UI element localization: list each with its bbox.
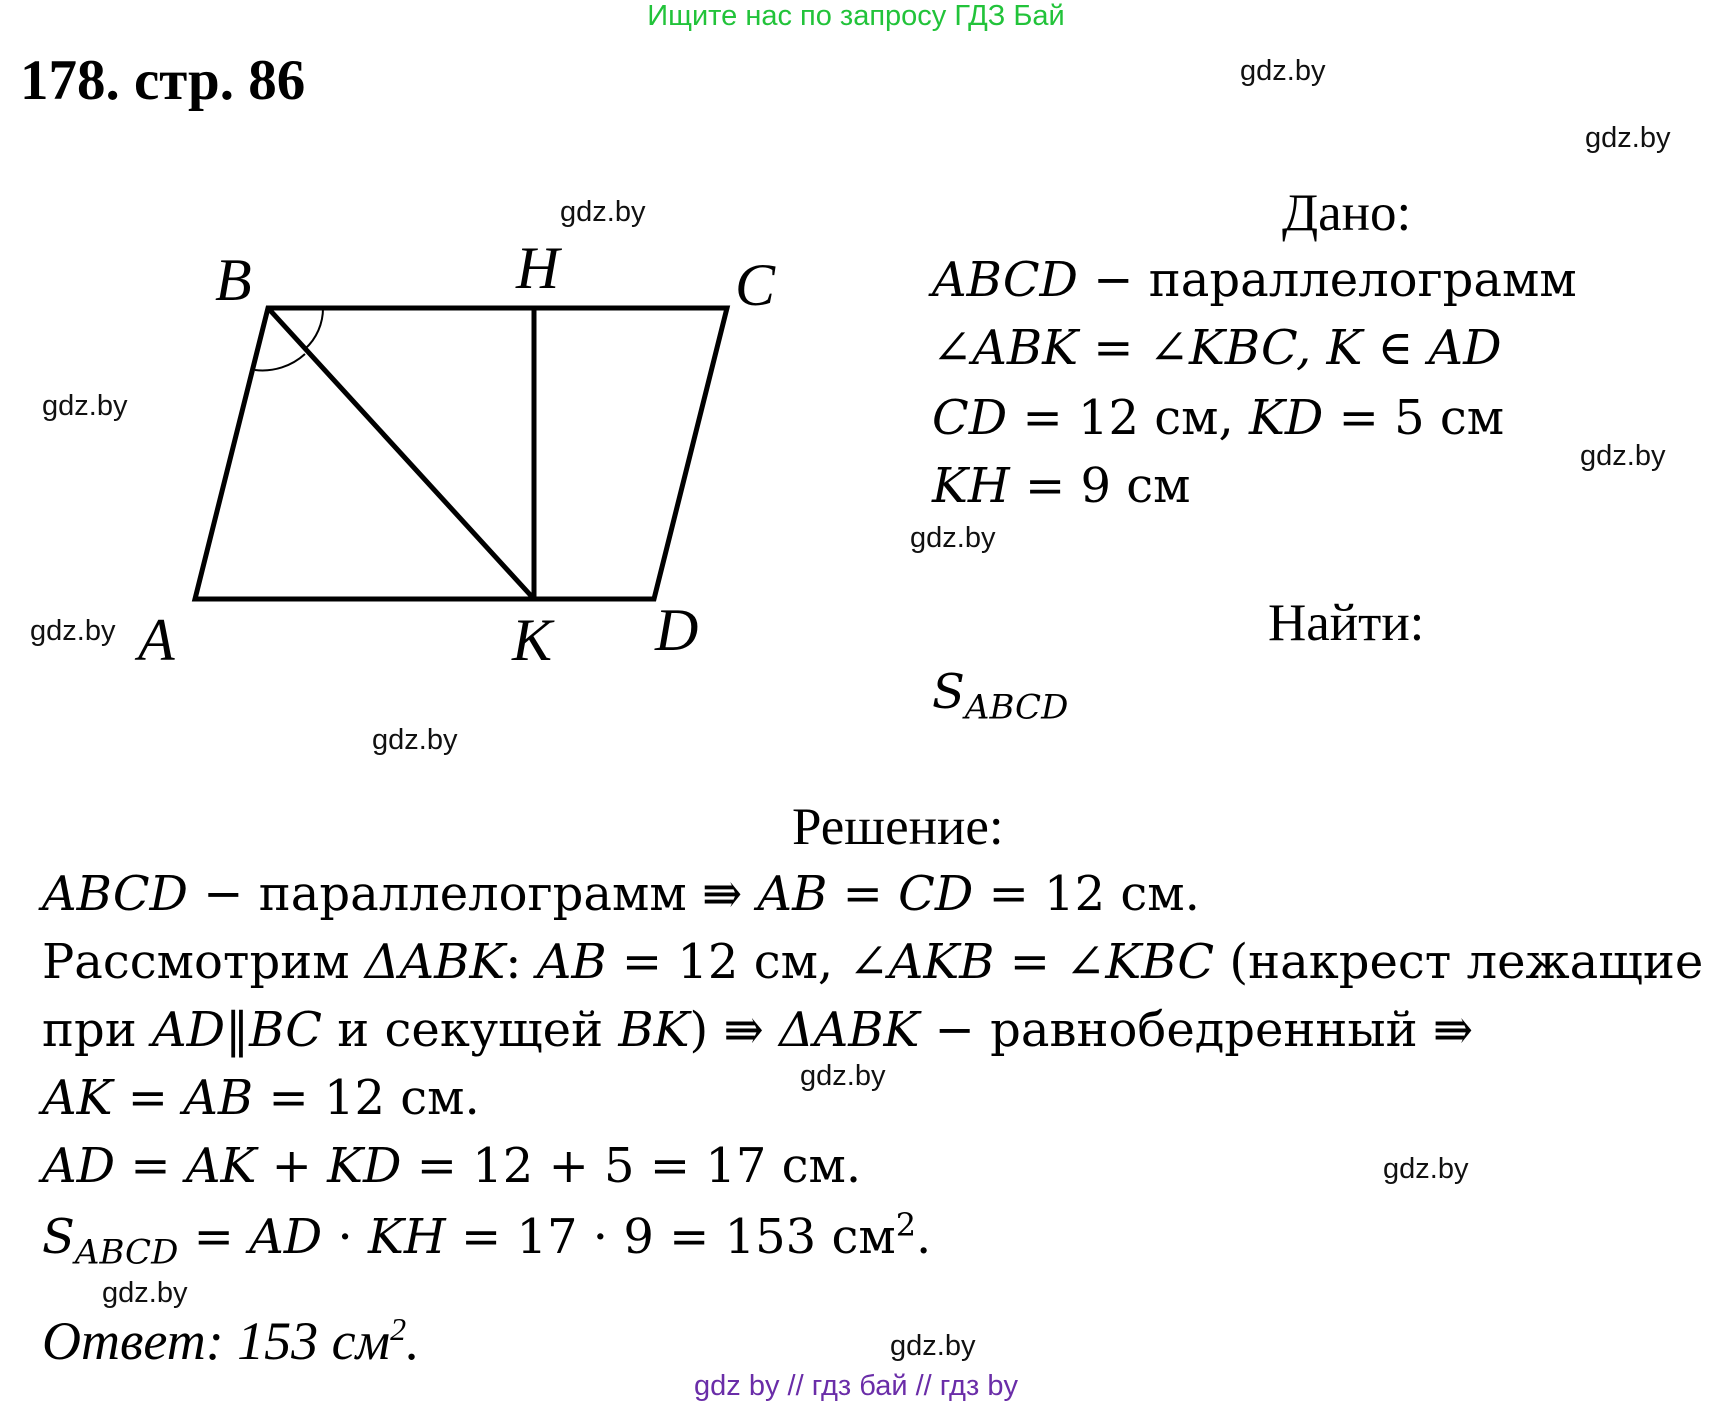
sol-token: = bbox=[994, 934, 1066, 990]
sol-token: AB bbox=[536, 934, 607, 990]
angle-arc-abk bbox=[255, 354, 305, 370]
given-figure-type: − параллелограмм bbox=[1078, 252, 1577, 308]
sol-token: = 12 см, bbox=[606, 934, 849, 990]
vertex-label-c: C bbox=[735, 252, 776, 318]
sol-token: AB bbox=[757, 866, 828, 922]
vertex-label-d: D bbox=[655, 597, 699, 663]
sol-token: : bbox=[505, 934, 537, 990]
watermark: gdz.by bbox=[42, 390, 128, 422]
solution-line-5 bbox=[42, 1138, 861, 1194]
sol-token: = 12 см. bbox=[973, 866, 1200, 922]
watermark: gdz.by bbox=[1585, 122, 1671, 154]
vertex-label-b: B bbox=[215, 247, 252, 313]
given-value-kd: = 5 см bbox=[1323, 390, 1505, 446]
watermark: gdz.by bbox=[30, 615, 116, 647]
watermark: gdz.by bbox=[800, 1060, 886, 1092]
given-heading: Дано: bbox=[1282, 184, 1412, 242]
sol-token: (накрест лежащие bbox=[1214, 934, 1704, 990]
area-subscript: ABCD bbox=[74, 1232, 179, 1273]
sol-token: AK bbox=[185, 1138, 257, 1194]
watermark: gdz.by bbox=[560, 196, 646, 228]
sol-token: = 12 + 5 = 17 см. bbox=[401, 1138, 862, 1194]
sol-token: − равнобедренный ⇛ bbox=[919, 1002, 1474, 1058]
given-line-4 bbox=[932, 458, 1190, 514]
sol-token: · bbox=[322, 1209, 369, 1265]
parallelogram-abcd bbox=[195, 308, 727, 599]
watermark: gdz.by bbox=[890, 1330, 976, 1362]
area-subscript: ABCD bbox=[964, 687, 1069, 728]
watermark: gdz.by bbox=[910, 522, 996, 554]
sol-token: ∠KBC bbox=[1065, 934, 1215, 990]
find-heading: Найти: bbox=[1268, 594, 1425, 652]
sol-token: AD‖BC bbox=[151, 1002, 323, 1058]
answer-end: . bbox=[406, 1311, 420, 1371]
sol-token: KD bbox=[327, 1138, 402, 1194]
sol-token: . bbox=[916, 1209, 932, 1265]
given-line-3 bbox=[932, 390, 1504, 446]
sol-token: = 12 см. bbox=[253, 1070, 480, 1126]
footer-links: gdz by // гдз бай // гдз by bbox=[694, 1370, 1018, 1402]
sol-token: при bbox=[42, 1002, 152, 1058]
solution-line-4 bbox=[42, 1070, 480, 1126]
solution-line-1 bbox=[42, 866, 1200, 922]
sol-token: ΔABK bbox=[364, 934, 506, 990]
given-line-1 bbox=[932, 252, 1577, 308]
sol-token: + bbox=[256, 1138, 328, 1194]
sol-token: AB bbox=[183, 1070, 254, 1126]
area-symbol: S bbox=[42, 1209, 75, 1265]
watermark: gdz.by bbox=[1240, 55, 1326, 87]
watermark: gdz.by bbox=[372, 724, 458, 756]
watermark: gdz.by bbox=[102, 1277, 188, 1309]
watermark: gdz.by bbox=[1580, 440, 1666, 472]
solution-line-6 bbox=[42, 1206, 931, 1273]
solution-heading: Решение: bbox=[792, 798, 1004, 856]
sol-token: ΔABK bbox=[778, 1002, 920, 1058]
sol-token: ABCD bbox=[42, 866, 189, 922]
sol-token: CD bbox=[898, 866, 974, 922]
answer-line bbox=[42, 1310, 420, 1372]
exponent: 2 bbox=[895, 1206, 917, 1244]
solution-line-2 bbox=[42, 934, 1703, 990]
vertex-label-h: H bbox=[516, 235, 560, 301]
vertex-label-k: K bbox=[512, 607, 553, 673]
sol-token: и секущей bbox=[322, 1002, 619, 1058]
sol-token: KH bbox=[368, 1209, 446, 1265]
sol-token: = bbox=[112, 1070, 184, 1126]
solution-line-3 bbox=[42, 1002, 1473, 1058]
answer-text: Ответ: 153 см bbox=[42, 1311, 391, 1371]
sol-token: = 17 · 9 = 153 см bbox=[445, 1209, 896, 1265]
sol-token: BK bbox=[618, 1002, 690, 1058]
watermark: gdz.by bbox=[1383, 1153, 1469, 1185]
given-line-2: ∠ABK = ∠KBC, K ∈ AD bbox=[932, 320, 1502, 376]
sol-token: − параллелограмм ⇛ bbox=[188, 866, 758, 922]
sol-token: AD bbox=[42, 1138, 116, 1194]
sol-token: AD bbox=[249, 1209, 323, 1265]
angle-arc-kbc bbox=[305, 308, 323, 349]
search-banner: Ищите нас по запросу ГДЗ Бай bbox=[647, 0, 1065, 32]
sol-token: = bbox=[827, 866, 899, 922]
given-segment-kh: KH bbox=[932, 458, 1010, 514]
vertex-label-a: A bbox=[138, 607, 175, 673]
given-segment-kd: KD bbox=[1249, 390, 1324, 446]
bisector-bk bbox=[268, 308, 534, 599]
given-segment-cd: CD bbox=[932, 390, 1008, 446]
sol-token: ∠AKB bbox=[848, 934, 995, 990]
given-value-kh: = 9 см bbox=[1009, 458, 1191, 514]
find-target bbox=[932, 664, 1068, 728]
sol-token: = bbox=[178, 1209, 250, 1265]
given-value-cd: = 12 см, bbox=[1007, 390, 1250, 446]
sol-token: AK bbox=[42, 1070, 113, 1126]
answer-exponent: 2 bbox=[390, 1311, 407, 1347]
sol-token: = bbox=[115, 1138, 186, 1194]
sol-token: ) ⇛ bbox=[689, 1002, 779, 1058]
sol-token: Рассмотрим bbox=[42, 934, 365, 990]
exercise-title: 178. стр. 86 bbox=[20, 49, 306, 112]
given-figure-name: ABCD bbox=[932, 252, 1079, 308]
area-symbol: S bbox=[932, 664, 965, 720]
parallelogram-figure bbox=[0, 0, 820, 700]
